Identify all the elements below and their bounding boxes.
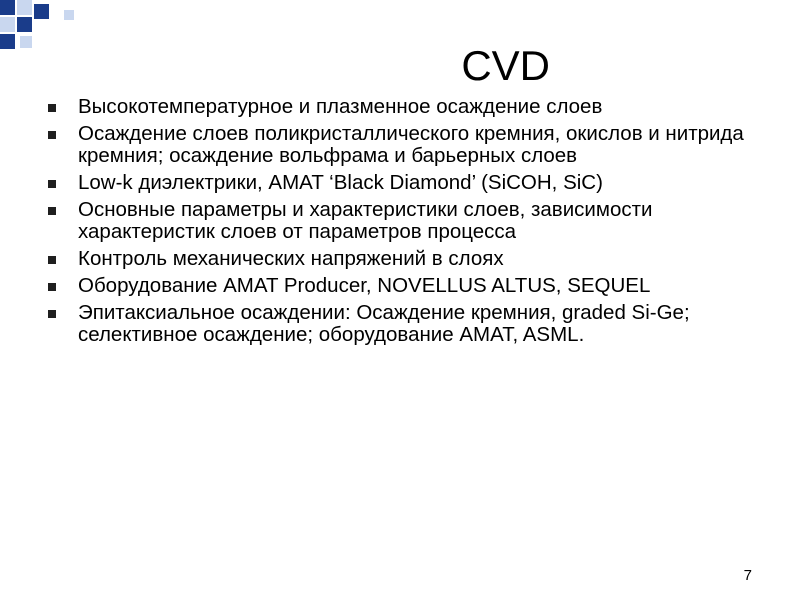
bullet-item	[46, 302, 766, 346]
bullet-item	[46, 172, 766, 194]
bullet-item	[46, 275, 766, 297]
bullet-item	[46, 199, 766, 243]
page-number: 7	[743, 567, 752, 584]
decor-square	[17, 17, 32, 32]
decor-square	[17, 0, 32, 15]
slide-title: CVD	[461, 42, 550, 89]
decor-square	[64, 10, 74, 20]
bullet-text: Осаждение слоев поликристаллического кремния, окислов и нитрида кремния; осаждение вольфрама и барьерных слоев	[78, 122, 744, 167]
bullet-text: Контроль механических напряжений в слоях	[78, 247, 504, 270]
bullet-text: Высокотемпературное и плазменное осаждение слоев	[78, 95, 603, 118]
bullet-item	[46, 96, 766, 118]
bullet-text: Эпитаксиальное осаждении: Осаждение кремния, graded Si-Ge; селективное осаждение; оборудование AMAT, ASML.	[78, 301, 690, 346]
bullet-text: Low-k диэлектрики, AMAT ‘Black Diamond’ (SiCOH, SiC)	[78, 171, 603, 194]
square-bullet-icon	[48, 310, 56, 318]
bullet-item	[46, 248, 766, 270]
square-bullet-icon	[48, 180, 56, 188]
square-bullet-icon	[48, 256, 56, 264]
bullet-list	[46, 96, 766, 351]
bullet-item	[46, 123, 766, 167]
bullet-text: Основные параметры и характеристики слоев, зависимости характеристик слоев от параметров процесса	[78, 198, 653, 243]
square-bullet-icon	[48, 104, 56, 112]
square-bullet-icon	[48, 207, 56, 215]
bullet-text: Оборудование AMAT Producer, NOVELLUS ALTUS, SEQUEL	[78, 274, 651, 297]
decor-square	[0, 17, 15, 32]
square-bullet-icon	[48, 283, 56, 291]
square-bullet-icon	[48, 131, 56, 139]
decor-square	[34, 4, 49, 19]
decor-square	[0, 0, 15, 15]
